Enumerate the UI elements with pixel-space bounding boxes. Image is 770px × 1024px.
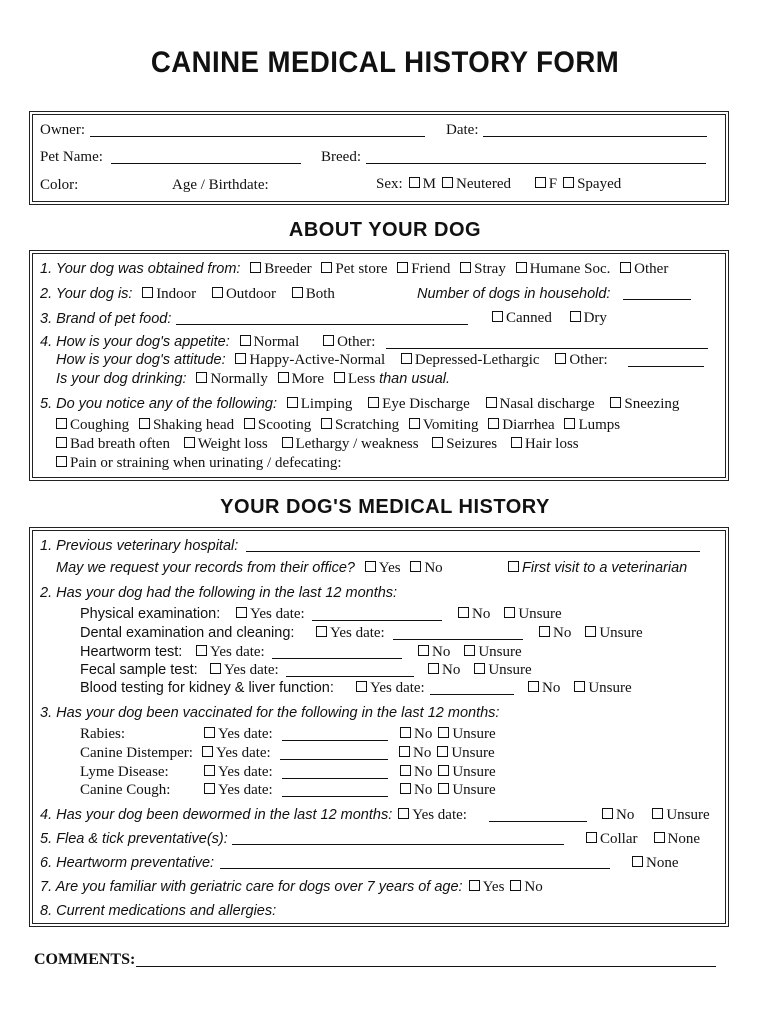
- rabies-yes: [198, 725, 273, 743]
- blood-no-label: No: [542, 680, 561, 696]
- geriatric-no-label: No: [524, 879, 543, 895]
- drinking-label: Is your dog drinking:: [56, 371, 187, 387]
- stray-checkbox[interactable]: [460, 262, 471, 273]
- distemper-unsure-checkbox[interactable]: [437, 746, 448, 757]
- cough-unsure-checkbox[interactable]: [438, 783, 449, 794]
- attitude-other-checkbox[interactable]: [555, 353, 566, 364]
- blood-yes-label: Yes date:: [370, 680, 425, 696]
- spayed-label: Spayed: [577, 176, 622, 192]
- distemper-no-unsure: [393, 744, 495, 762]
- drinking-more-label: More: [291, 371, 325, 387]
- dental-date-field[interactable]: [393, 639, 523, 640]
- both-checkbox[interactable]: [292, 287, 303, 298]
- cough-yes-checkbox[interactable]: [204, 783, 215, 794]
- deworm-row: [40, 806, 467, 824]
- medical-heading: YOUR DOG'S MEDICAL HISTORY: [220, 496, 550, 518]
- q4-drinking: [56, 370, 450, 388]
- lyme-date-field[interactable]: [282, 778, 388, 779]
- scratching-label: Scratching: [335, 417, 400, 433]
- spayed-checkbox[interactable]: [563, 177, 574, 188]
- appetite-other-field[interactable]: [386, 348, 708, 349]
- pet-name-field[interactable]: [111, 163, 301, 164]
- lumps-checkbox[interactable]: [564, 418, 575, 429]
- other-source-label: Other: [634, 261, 669, 277]
- records-no-checkbox[interactable]: [410, 561, 421, 572]
- vomiting-label: Vomiting: [422, 417, 479, 433]
- geriatric-no-checkbox[interactable]: [510, 880, 521, 891]
- deworm-yes-checkbox[interactable]: [398, 808, 409, 819]
- male-checkbox[interactable]: [409, 177, 420, 188]
- food-type: [486, 309, 607, 327]
- q5-row3: [56, 435, 579, 453]
- fecal-no-unsure: [422, 661, 532, 679]
- lyme-yes: [198, 763, 273, 781]
- drinking-less-checkbox[interactable]: [334, 372, 345, 383]
- friend-checkbox[interactable]: [397, 262, 408, 273]
- seizures-label: Seizures: [446, 436, 498, 452]
- distemper-yes-checkbox[interactable]: [202, 746, 213, 757]
- sneezing-label: Sneezing: [624, 396, 680, 412]
- lyme-unsure-checkbox[interactable]: [438, 765, 449, 776]
- comments-field[interactable]: [136, 966, 716, 967]
- stray-label: Stray: [474, 261, 506, 277]
- records-request: [56, 559, 443, 577]
- physical-yes-label: Yes date:: [250, 606, 305, 622]
- dental-exam-label: Dental examination and cleaning:: [80, 625, 295, 641]
- physical-unsure-label: Unsure: [518, 606, 562, 622]
- blood-no-checkbox[interactable]: [528, 681, 539, 692]
- q1-label: 1. Your dog was obtained from:: [40, 261, 241, 277]
- bad-breath-checkbox[interactable]: [56, 437, 67, 448]
- date-field[interactable]: [483, 136, 707, 137]
- pet-store-label: Pet store: [335, 261, 388, 277]
- heartworm-none-checkbox[interactable]: [632, 856, 643, 867]
- fecal-test-label: Fecal sample test:: [80, 662, 198, 678]
- fecal-date-field[interactable]: [286, 676, 414, 677]
- deworm-date-field[interactable]: [489, 821, 587, 822]
- q5-symptoms: [40, 395, 679, 413]
- blood-date-field[interactable]: [430, 694, 514, 695]
- heartworm-yes: [190, 643, 265, 661]
- records-yes-checkbox[interactable]: [365, 561, 376, 572]
- q2-label: 2. Has your dog had the following in the last 12 months:: [40, 585, 398, 601]
- canine-cough-label: Canine Cough:: [80, 782, 171, 798]
- deworm-unsure-checkbox[interactable]: [652, 808, 663, 819]
- age-label: Age / Birthdate:: [172, 177, 269, 193]
- shaking-head-label: Shaking head: [152, 417, 235, 433]
- diarrhea-label: Diarrhea: [502, 417, 555, 433]
- eye-discharge-checkbox[interactable]: [368, 397, 379, 408]
- drinking-normal-label: Normally: [210, 371, 268, 387]
- attitude-label: How is your dog's attitude:: [56, 352, 226, 368]
- prev-hospital-field[interactable]: [246, 551, 700, 552]
- blood-yes: [350, 679, 425, 697]
- scratching-checkbox[interactable]: [321, 418, 332, 429]
- fecal-unsure-label: Unsure: [488, 662, 532, 678]
- fecal-yes-checkbox[interactable]: [210, 663, 221, 674]
- distemper-label: Canine Distemper:: [80, 745, 193, 761]
- male-label: M: [422, 176, 437, 192]
- first-visit-checkbox[interactable]: [508, 561, 519, 572]
- sex-row: [376, 175, 621, 193]
- physical-no-unsure: [452, 605, 562, 623]
- distemper-no-label: No: [413, 745, 432, 761]
- collar-checkbox[interactable]: [586, 832, 597, 843]
- cough-yes: [198, 781, 273, 799]
- distemper-no-checkbox[interactable]: [399, 746, 410, 757]
- limping-checkbox[interactable]: [287, 397, 298, 408]
- blood-unsure-label: Unsure: [588, 680, 632, 696]
- form-title: CANINE MEDICAL HISTORY FORM: [150, 46, 620, 79]
- breeder-label: Breeder: [264, 261, 312, 277]
- neutered-label: Neutered: [456, 176, 511, 192]
- attitude-happy-label: Happy-Active-Normal: [249, 352, 386, 368]
- flea-none-checkbox[interactable]: [654, 832, 665, 843]
- geriatric-row: [40, 878, 543, 896]
- rabies-yes-checkbox[interactable]: [204, 727, 215, 738]
- records-request-label: May we request your records from their office?: [56, 560, 355, 576]
- dental-yes-label: Yes date:: [330, 625, 385, 641]
- prev-hospital-label: 1. Previous veterinary hospital:: [40, 538, 239, 554]
- lethargy-checkbox[interactable]: [282, 437, 293, 448]
- canned-checkbox[interactable]: [492, 311, 503, 322]
- drinking-normal-checkbox[interactable]: [196, 372, 207, 383]
- comments-label: COMMENTS:: [34, 951, 136, 968]
- lyme-yes-checkbox[interactable]: [204, 765, 215, 776]
- rabies-yes-label: Yes date:: [218, 726, 273, 742]
- vomiting-checkbox[interactable]: [409, 418, 420, 429]
- weight-loss-label: Weight loss: [197, 436, 268, 452]
- heartworm-date-field[interactable]: [272, 658, 402, 659]
- physical-yes-checkbox[interactable]: [236, 607, 247, 618]
- q4-label: 4. How is your dog's appetite:: [40, 334, 230, 350]
- owner-field[interactable]: [90, 136, 425, 137]
- dry-checkbox[interactable]: [570, 311, 581, 322]
- physical-date-field[interactable]: [312, 620, 442, 621]
- dental-unsure-label: Unsure: [599, 625, 643, 641]
- physical-yes: [230, 605, 305, 623]
- heartworm-test-label: Heartworm test:: [80, 644, 183, 660]
- dry-label: Dry: [583, 310, 607, 326]
- heartworm-prev-label: 6. Heartworm preventative:: [40, 855, 215, 871]
- physical-no-label: No: [472, 606, 491, 622]
- pet-store-checkbox[interactable]: [321, 262, 332, 273]
- heartworm-unsure-checkbox[interactable]: [464, 645, 475, 656]
- dental-yes-checkbox[interactable]: [316, 626, 327, 637]
- drinking-suffix: than usual.: [379, 371, 451, 387]
- q3-label: 3. Has your dog been vaccinated for the following in the last 12 months:: [40, 705, 500, 721]
- attitude-other-field[interactable]: [628, 366, 704, 367]
- dog-count-label: Number of dogs in household:: [417, 286, 611, 302]
- blood-unsure-checkbox[interactable]: [574, 681, 585, 692]
- deworm-no-checkbox[interactable]: [602, 808, 613, 819]
- flea-none-label: None: [667, 831, 700, 847]
- lyme-no-checkbox[interactable]: [400, 765, 411, 776]
- q5-row2: [56, 416, 620, 434]
- appetite-other-checkbox[interactable]: [323, 335, 334, 346]
- date-label: Date:: [446, 122, 479, 138]
- records-no-label: No: [424, 560, 443, 576]
- lyme-no-label: No: [414, 764, 433, 780]
- cough-no-checkbox[interactable]: [400, 783, 411, 794]
- other-source-checkbox[interactable]: [620, 262, 631, 273]
- attitude-other-label: Other:: [569, 352, 608, 368]
- hair-loss-label: Hair loss: [524, 436, 579, 452]
- rabies-no-checkbox[interactable]: [400, 727, 411, 738]
- fecal-no-label: No: [442, 662, 461, 678]
- geriatric-yes-checkbox[interactable]: [469, 880, 480, 891]
- heartworm-unsure-label: Unsure: [478, 644, 522, 660]
- fecal-yes: [204, 661, 279, 679]
- geriatric-yes-label: Yes: [482, 879, 505, 895]
- about-heading: ABOUT YOUR DOG: [288, 219, 482, 241]
- physical-unsure-checkbox[interactable]: [504, 607, 515, 618]
- deworm-no-label: No: [616, 807, 635, 823]
- lyme-no-unsure: [394, 763, 496, 781]
- distemper-yes-label: Yes date:: [216, 745, 271, 761]
- q3-label: 3. Brand of pet food:: [40, 311, 172, 327]
- limping-label: Limping: [300, 396, 353, 412]
- breed-label: Breed:: [321, 149, 361, 165]
- cough-yes-label: Yes date:: [218, 782, 273, 798]
- bad-breath-label: Bad breath often: [70, 436, 170, 452]
- fecal-unsure-checkbox[interactable]: [474, 663, 485, 674]
- diarrhea-checkbox[interactable]: [488, 418, 499, 429]
- dental-no-label: No: [553, 625, 572, 641]
- rabies-unsure-label: Unsure: [452, 726, 496, 742]
- deworm-unsure-label: Unsure: [666, 807, 710, 823]
- hair-loss-checkbox[interactable]: [511, 437, 522, 448]
- heartworm-prev-none: [626, 854, 679, 872]
- fecal-no-checkbox[interactable]: [428, 663, 439, 674]
- deworm-no-unsure: [596, 806, 710, 824]
- female-checkbox[interactable]: [535, 177, 546, 188]
- blood-yes-checkbox[interactable]: [356, 681, 367, 692]
- pet-food-field[interactable]: [176, 324, 468, 325]
- pain-urinating-checkbox[interactable]: [56, 456, 67, 467]
- distemper-date-field[interactable]: [280, 759, 388, 760]
- outdoor-label: Outdoor: [225, 286, 276, 302]
- first-visit-label: First visit to a veterinarian: [522, 560, 688, 576]
- rabies-unsure-checkbox[interactable]: [438, 727, 449, 738]
- geriatric-label: 7. Are you familiar with geriatric care for dogs over 7 years of age:: [40, 879, 463, 895]
- owner-label: Owner:: [40, 122, 85, 138]
- dental-unsure-checkbox[interactable]: [585, 626, 596, 637]
- lumps-label: Lumps: [578, 417, 621, 433]
- distemper-yes: [196, 744, 271, 762]
- flea-label: 5. Flea & tick preventative(s):: [40, 831, 228, 847]
- coughing-label: Coughing: [70, 417, 130, 433]
- heartworm-yes-checkbox[interactable]: [196, 645, 207, 656]
- humane-checkbox[interactable]: [516, 262, 527, 273]
- color-label: Color:: [40, 177, 79, 193]
- pain-urinating-label: Pain or straining when urinating / defecating:: [70, 455, 342, 471]
- lyme-label: Lyme Disease:: [80, 764, 169, 780]
- physical-exam-label: Physical examination:: [80, 606, 221, 622]
- rabies-no-label: No: [414, 726, 433, 742]
- seizures-checkbox[interactable]: [432, 437, 443, 448]
- heartworm-no-unsure: [412, 643, 522, 661]
- weight-loss-checkbox[interactable]: [184, 437, 195, 448]
- pet-name-label: Pet Name:: [40, 149, 103, 165]
- scooting-label: Scooting: [257, 417, 312, 433]
- heartworm-yes-label: Yes date:: [210, 644, 265, 660]
- lethargy-label: Lethargy / weakness: [295, 436, 419, 452]
- heartworm-none-label: None: [646, 855, 679, 871]
- cough-unsure-label: Unsure: [452, 782, 496, 798]
- cough-date-field[interactable]: [282, 796, 388, 797]
- physical-no-checkbox[interactable]: [458, 607, 469, 618]
- q5-row4: [56, 454, 342, 472]
- both-label: Both: [305, 286, 335, 302]
- lyme-unsure-label: Unsure: [452, 764, 496, 780]
- sex-label: Sex:: [376, 176, 403, 192]
- heartworm-prev-field[interactable]: [220, 868, 610, 869]
- nasal-discharge-label: Nasal discharge: [499, 396, 595, 412]
- blood-test-label: Blood testing for kidney & liver function:: [80, 680, 334, 696]
- deworm-label: 4. Has your dog been dewormed in the last 12 months:: [40, 807, 393, 823]
- attitude-depressed-label: Depressed-Lethargic: [414, 352, 540, 368]
- q5-label: 5. Do you notice any of the following:: [40, 396, 277, 412]
- first-visit: [508, 559, 687, 577]
- breeder-checkbox[interactable]: [250, 262, 261, 273]
- breed-field[interactable]: [366, 163, 706, 164]
- heartworm-no-checkbox[interactable]: [418, 645, 429, 656]
- rabies-no-unsure: [394, 725, 496, 743]
- sneezing-checkbox[interactable]: [610, 397, 621, 408]
- shaking-head-checkbox[interactable]: [139, 418, 150, 429]
- coughing-checkbox[interactable]: [56, 418, 67, 429]
- drinking-less-label: Less: [347, 371, 376, 387]
- scooting-checkbox[interactable]: [244, 418, 255, 429]
- dental-no-unsure: [533, 624, 643, 642]
- dental-no-checkbox[interactable]: [539, 626, 550, 637]
- blood-no-unsure: [522, 679, 632, 697]
- dental-yes: [310, 624, 385, 642]
- q1-obtained: [40, 260, 668, 278]
- distemper-unsure-label: Unsure: [451, 745, 495, 761]
- attitude-depressed-checkbox[interactable]: [401, 353, 412, 364]
- friend-label: Friend: [411, 261, 451, 277]
- neutered-checkbox[interactable]: [442, 177, 453, 188]
- deworm-yes-label: Yes date:: [412, 807, 467, 823]
- lyme-yes-label: Yes date:: [218, 764, 273, 780]
- flea-opts: [580, 830, 700, 848]
- q2-label: 2. Your dog is:: [40, 286, 133, 302]
- indoor-label: Indoor: [156, 286, 197, 302]
- appetite-other-label: Other:: [337, 334, 376, 350]
- flea-field[interactable]: [232, 844, 564, 845]
- canned-label: Canned: [506, 310, 552, 326]
- female-label: F: [548, 176, 558, 192]
- indoor-checkbox[interactable]: [142, 287, 153, 298]
- q2-location: [40, 285, 335, 303]
- records-yes-label: Yes: [378, 560, 401, 576]
- dog-count-field[interactable]: [623, 299, 691, 300]
- appetite-normal-label: Normal: [253, 334, 300, 350]
- drinking-more-checkbox[interactable]: [278, 372, 289, 383]
- rabies-label: Rabies:: [80, 726, 125, 742]
- fecal-yes-label: Yes date:: [224, 662, 279, 678]
- nasal-discharge-checkbox[interactable]: [486, 397, 497, 408]
- cough-no-unsure: [394, 781, 496, 799]
- collar-label: Collar: [600, 831, 638, 847]
- heartworm-no-label: No: [432, 644, 451, 660]
- humane-label: Humane Soc.: [529, 261, 611, 277]
- eye-discharge-label: Eye Discharge: [382, 396, 470, 412]
- q4-attitude: [56, 351, 608, 369]
- appetite-normal-checkbox[interactable]: [240, 335, 251, 346]
- attitude-happy-checkbox[interactable]: [235, 353, 246, 364]
- medications-label: 8. Current medications and allergies:: [40, 903, 277, 919]
- rabies-date-field[interactable]: [282, 740, 388, 741]
- outdoor-checkbox[interactable]: [212, 287, 223, 298]
- cough-no-label: No: [414, 782, 433, 798]
- q4-appetite: [40, 333, 375, 351]
